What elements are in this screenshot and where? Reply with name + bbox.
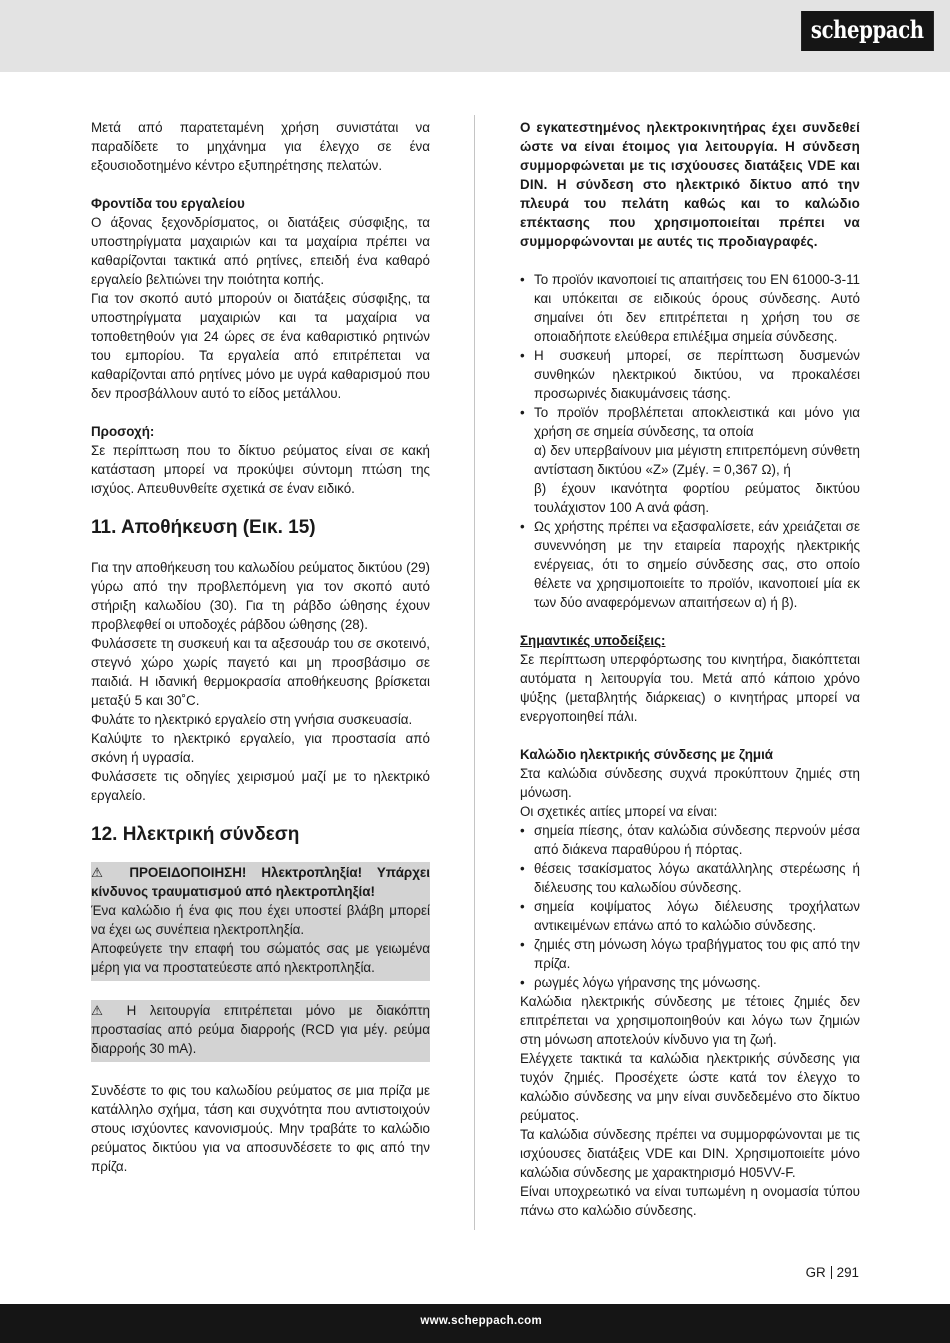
shock-warning-box (91, 862, 430, 981)
list-item: • ζημιές στη μόνωση λόγω τραβήγματος του φις από την πρίζα. (520, 935, 860, 973)
header-bar (0, 0, 950, 72)
column-divider (474, 115, 475, 1230)
intro-paragraph: Μετά από παρατεταμένη χρήση συνιστάται να παραδίδετε το μηχάνημα για έλεγχο σε ένα εξουσιοδοτημένο κέντρο εξυπηρέτησης πελατών. (91, 120, 430, 173)
list-item: • θέσεις τσακίσματος λόγω ακατάλληλης στερέωσης ή διέλευσης του καλωδίου σύνδεσης. (520, 859, 860, 897)
rcd-warning-box (91, 1000, 430, 1062)
list-item: • ρωγμές λόγω γήρανσης της μόνωσης. (520, 973, 860, 992)
language-code: GR (805, 1265, 826, 1280)
motor-connection-note: Ο εγκατεστημένος ηλεκτροκινητήρας έχει συνδεθεί ώστε να είναι έτοιμος για λειτουργία. Η σύνδεση συμμορφώνεται με τις ισχύουσες διατάξεις VDE και DIN. Η σύνδεση στο ηλεκτρικό δίκτυο από την πλευρά του πελάτη καθώς και το καλώδιο επέκτασης που χρησιμοποιείται πρέπει να συμμορφώνονται με αυτές τις προδιαγραφές. (520, 120, 860, 249)
shock-warning-title: ⚠ ΠΡΟΕΙΔΟΠΟΙΗΣΗ! Ηλεκτροπληξία! Υπάρχει κίνδυνος τραυματισμού από ηλεκτροπληξία! (91, 865, 430, 899)
damage-causes-list (520, 821, 860, 992)
list-item: • Το προϊόν προβλέπεται αποκλειστικά και μόνο για χρήση σε σημεία σύνδεσης, τα οποία α) δεν υπερβαίνουν μια μέγιστη επιτρεπόμενη σύνθετη αντίσταση δικτύου «Z» (Zμέγ. = 0,367 Ω), ή β) έχουν ικανότητα φορτίου ρεύματος δικτύου τουλάχιστον 100 A ανά φάση. (520, 403, 860, 517)
cable-paragraph-4: Ελέγχετε τακτικά τα καλώδια ηλεκτρικής σύνδεσης για τυχόν ζημιές. Προσέχετε ώστε κατά τον έλεγχο το καλώδιο σύνδεσης να μην είναι συνδεδεμένο στο δίκτυο ρεύματος. (520, 1051, 860, 1123)
rcd-warning-text: ⚠ Η λειτουργία επιτρέπεται μόνο με διακόπτη προστασίας από ρεύμα διαρροής (RCD για μέγ. ρεύμα διαρροής 30 mA). (91, 1003, 430, 1056)
section-12-heading: 12. Ηλεκτρική σύνδεση (91, 824, 300, 845)
care-paragraph-2: Για τον σκοπό αυτό μπορούν οι διατάξεις σύσφιξης, τα υποστηρίγματα μαχαιριών και τα μαχαίρια να τοποθετηθούν για 24 ώρες σε ένα καθαριστικό ρητινών του εμπορίου. Τα εργαλεία από επιτρέπεται να καθαρίζονται από ρητίνες μόνο με υγρά καθαρισμού που δεν προσβάλλουν αυτό το είδος μετάλλου. (91, 291, 430, 401)
storage-paragraph-4: Καλύψτε το ηλεκτρικό εργαλείο, για προστασία από σκόνη ή υγρασία. (91, 731, 430, 765)
list-item: • Το προϊόν ικανοποιεί τις απαιτήσεις του EN 61000-3-11 και υπόκειται σε ειδικούς όρους σύνδεσης. Αυτό σημαίνει ότι δεν επιτρέπεται η χρήση του σε οποιαδήποτε ελεύθερα επιλέξιμα σημεία σύνδεσης. (520, 270, 860, 346)
notes-heading: Σημαντικές υποδείξεις: (520, 633, 666, 648)
care-paragraph-1: Ο άξονας ξεχονδρίσματος, οι διατάξεις σύσφιξης, τα υποστηρίγματα μαχαιριών και τα μαχαίρια πρέπει να καθαρίζονται τακτικά από ρητίνες, επειδή ένα καθαρό εργαλείο βελτιώνει την ποιότητα κοπής. (91, 215, 430, 287)
connect-paragraph: Συνδέστε το φις του καλωδίου ρεύματος σε μια πρίζα με κατάλληλο σχήμα, τάση και συχνότητα που αντιστοιχούν στους ισχύοντες κανονισμούς. Μην τραβάτε το καλώδιο ρεύματος δικτύου για να αποσυνδέσετε το φις από την πρίζα. (91, 1083, 430, 1174)
notes-paragraph: Σε περίπτωση υπερφόρτωσης του κινητήρα, διακόπτεται αυτόματα η λειτουργία του. Μετά από κάποιο χρόνο ψύξης (μεταβλητής διάρκειας) ο κινητήρας μπορεί να ενεργοποιηθεί πάλι. (520, 652, 860, 724)
storage-paragraph-1: Για την αποθήκευση του καλωδίου ρεύματος δικτύου (29) γύρω από την προβλεπόμενη για τον σκοπό αυτό στήριξη καλωδίου (30). Για τη ράβδο ώθησης έχουν προβλεφθεί οι υποδοχές ράβδου ώθησης (28). (91, 560, 430, 632)
storage-paragraph-2: Φυλάσσετε τη συσκευή και τα αξεσουάρ του σε σκοτεινό, στεγνό χώρο χωρίς παγετό και μη προσβάσιμο σε παιδιά. Η ιδανική θερμοκρασία αποθήκευσης βρίσκεται μεταξύ 5 και 30˚C. (91, 636, 430, 708)
footer-website-link[interactable]: www.scheppach.com (420, 1315, 542, 1327)
list-item: • Ως χρήστης πρέπει να εξασφαλίσετε, εάν χρειάζεται σε συνεννόηση με την εταιρεία παροχής ηλεκτρικής ενέργειας, ότι το σημείο σύνδεσης σας, στο οποίο θέλετε να χρησιμοποιείτε το προϊόν, ικανοποιεί μία εκ των δύο αναφερόμενων απαιτήσεων α) ή β). (520, 517, 860, 612)
cable-paragraph-1: Στα καλώδια σύνδεσης συχνά προκύπτουν ζημιές στη μόνωση. (520, 766, 860, 800)
section-11-heading: 11. Αποθήκευση (Εικ. 15) (91, 517, 316, 538)
shock-warning-text-2: Αποφεύγετε την επαφή του σώματός σας με γειωμένα μέρη για να προστατεύεστε από ηλεκτροπληξία. (91, 941, 430, 975)
cable-paragraph-3: Καλώδια ηλεκτρικής σύνδεσης με τέτοιες ζημιές δεν επιτρέπεται να χρησιμοποιηθούν και λόγω των ζημιών στη μόνωση αποτελούν κίνδυνο για τη ζωή. (520, 994, 860, 1047)
shock-warning-text-1: Ένα καλώδιο ή ένα φις που έχει υποστεί βλάβη μπορεί να έχει ως συνέπεια ηλεκτροπληξία. (91, 903, 430, 937)
list-item: • Η συσκευή μπορεί, σε περίπτωση δυσμενών συνθηκών ηλεκτρικού δικτύου, να προκαλέσει προσωρινές διακυμάνσεις τάσης. (520, 346, 860, 403)
cable-paragraph-6: Είναι υποχρεωτικό να είναι τυπωμένη η ονομασία τύπου πάνω στο καλώδιο σύνδεσης. (520, 1184, 860, 1218)
left-column (91, 118, 430, 1176)
storage-paragraph-3: Φυλάτε το ηλεκτρικό εργαλείο στη γνήσια συσκευασία. (91, 712, 413, 727)
page-number-separator (831, 1266, 832, 1279)
list-item: • σημεία πίεσης, όταν καλώδια σύνδεσης περνούν μέσα από διάκενα παραθύρου ή πόρτας. (520, 821, 860, 859)
cable-heading: Καλώδιο ηλεκτρικής σύνδεσης με ζημιά (520, 747, 774, 762)
footer-bar (0, 1304, 950, 1343)
caution-paragraph: Σε περίπτωση που το δίκτυο ρεύματος είναι σε κακή κατάσταση μπορεί να προκύψει σύντομη πτώση της ισχύος. Απευθυνθείτε σχετικά σε έναν ειδικό. (91, 443, 430, 496)
page-number-value: 291 (836, 1265, 859, 1280)
list-item: • σημεία κοψίματος λόγω διέλευσης τροχήλατων αντικειμένων επάνω από το καλώδιο σύνδεσης. (520, 897, 860, 935)
requirements-list (520, 270, 860, 612)
care-heading: Φροντίδα του εργαλείου (91, 196, 245, 211)
cable-paragraph-5: Τα καλώδια σύνδεσης πρέπει να συμμορφώνονται με τις ισχύουσες διατάξεις VDE και DIN. Χρησιμοποιείτε μόνο καλώδια σύνδεσης με χαρακτηρισμό H05VV-F. (520, 1127, 860, 1180)
storage-paragraph-5: Φυλάσσετε τις οδηγίες χειρισμού μαζί με το ηλεκτρικό εργαλείο. (91, 769, 430, 803)
brand-logo: scheppach (802, 11, 934, 51)
page-number (806, 1265, 859, 1280)
right-column (520, 118, 860, 1220)
cable-paragraph-2: Οι σχετικές αιτίες μπορεί να είναι: (520, 804, 718, 819)
caution-heading: Προσοχή: (91, 424, 155, 439)
